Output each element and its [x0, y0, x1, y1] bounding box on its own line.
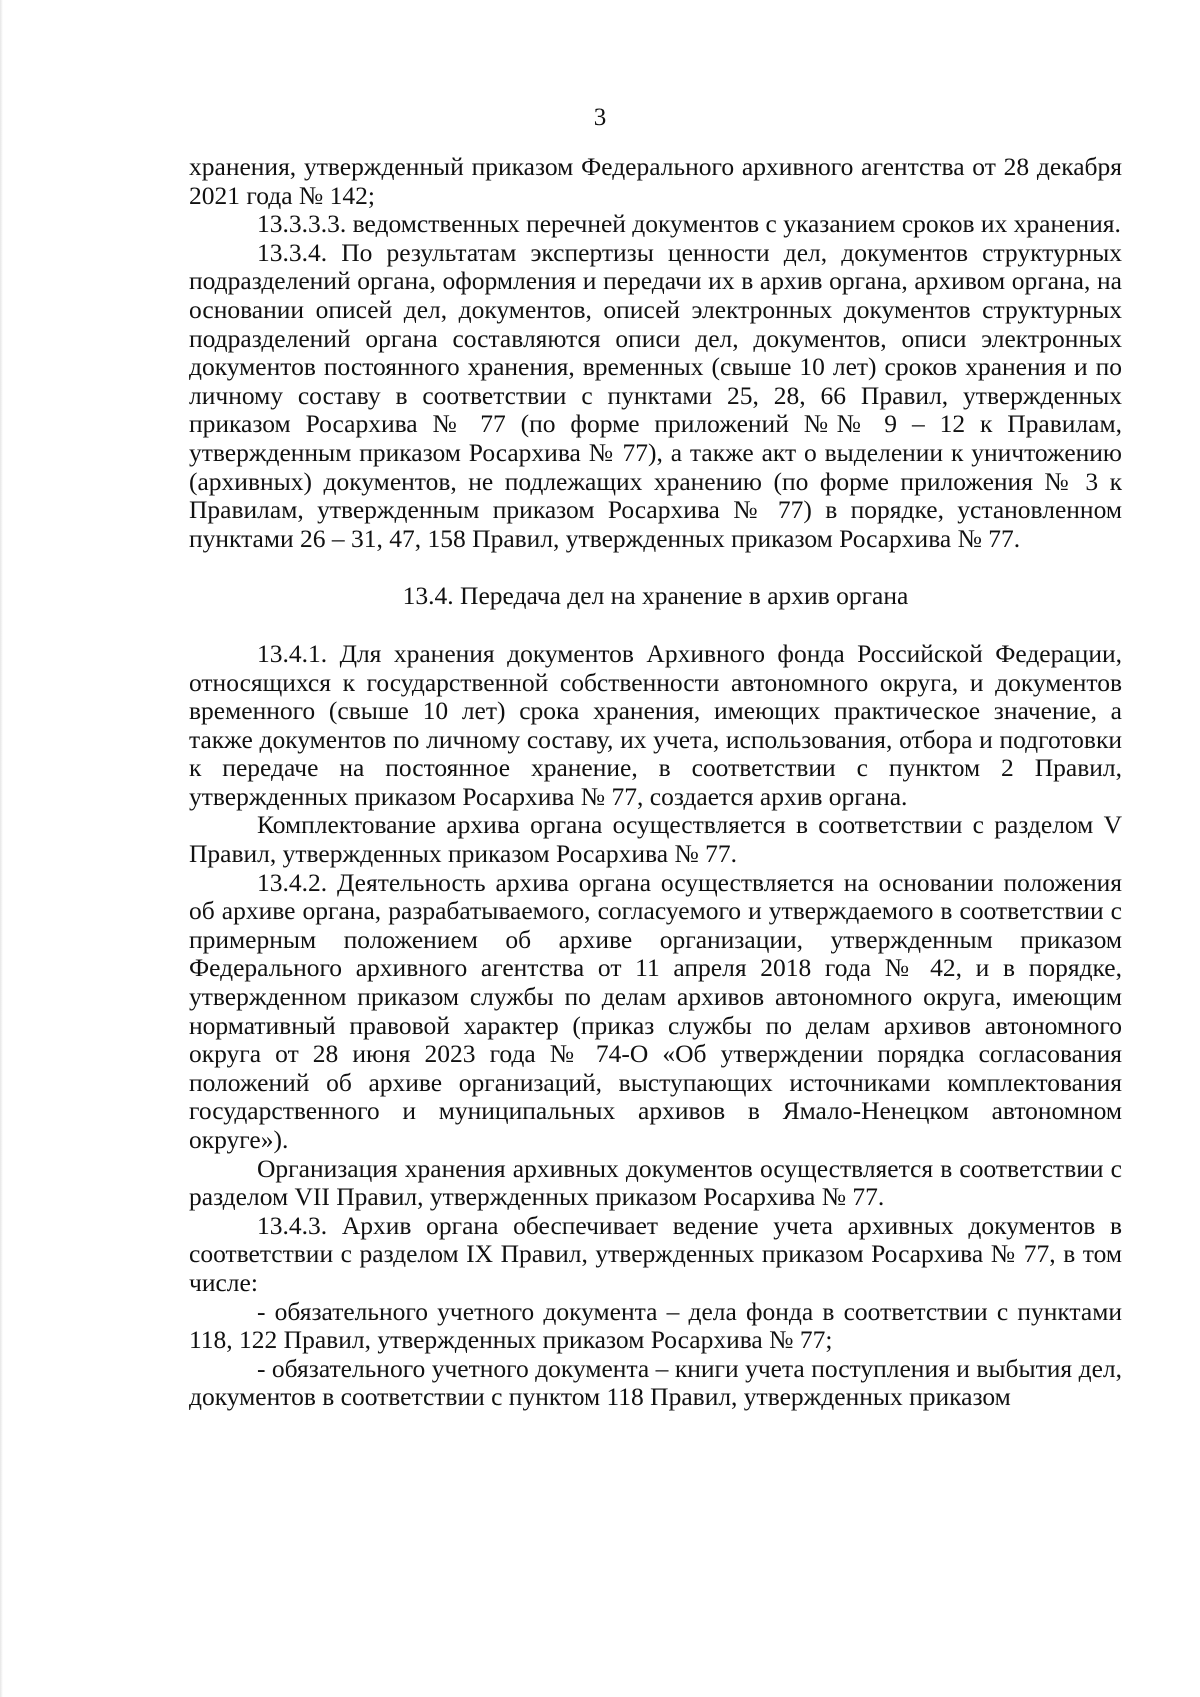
list-item-fund-file: - обязательного учетного документа – дела фонда в соответствии с пунктами 118, 122 Правил, утвержденных приказом Росархива № 77;	[189, 1296, 1122, 1355]
paragraph-13-3-3-3: 13.3.3.3. ведомственных перечней документов с указанием сроков их хранения.	[257, 209, 1121, 239]
document-body	[189, 153, 1122, 1412]
paragraph-13-4-3: 13.4.3. Архив органа обеспечивает ведение учета архивных документов в соответствии с разделом IX Правил, утвержденных приказом Росархива № 77, в том числе:	[189, 1210, 1122, 1297]
paragraph-13-4-2: 13.4.2. Деятельность архива органа осуществляется на основании положения об архиве органа, разрабатываемого, согласуемого и утверждаемого в соответствии с примерным положением об архиве организации, утвержденным приказом Федерального архивного агентства от 11 апреля 2018 года № 42, и в порядке, утвержденном приказом службы по делам архивов автономного округа, имеющим нормативный правовой характер (приказ службы по делам архивов автономного округа от 28 июня 2023 года № 74-О «Об утверждении порядка согласования положений об архиве организаций, выступающих источниками комплектования государственного и муниципальных архивов в Ямало-Ненецком автономном округе»).	[189, 867, 1122, 1154]
paragraph-13-3-4: 13.3.4. По результатам экспертизы ценности дел, документов структурных подразделений органа, оформления и передачи их в архив органа, архивом органа, на основании описей дел, документов, описей электронных документов структурных подразделений органа составляются описи дел, документов, описи электронных документов постоянного хранения, временных (свыше 10 лет) сроков хранения и по личному составу в соответствии с пунктами 25, 28, 66 Правил, утвержденных приказом Росархива № 77 (по форме приложений №№ 9 – 12 к Правилам, утвержденным приказом Росархива № 77), а также акт о выделении к уничтожению (архивных) документов, не подлежащих хранению (по форме приложения № 3 к Правилам, утвержденным приказом Росархива № 77) в порядке, установленном пунктами 26 – 31, 47, 158 Правил, утвержденных приказом Росархива № 77.	[189, 237, 1122, 553]
paragraph-storage-organization: Организация хранения архивных документов осуществляется в соответствии с разделом VII Правил, утвержденных приказом Росархива № 77.	[189, 1153, 1122, 1212]
scan-edge	[0, 0, 3, 1697]
paragraph-13-4-1: 13.4.1. Для хранения документов Архивного фонда Российской Федерации, относящихся к государственной собственности автономного округа, и документов временного (свыше 10 лет) срока хранения, имеющих практическое значение, а также документов по личному составу, их учета, использования, отбора и подготовки к передаче на постоянное хранение, в соответствии с пунктом 2 Правил, утвержденных приказом Росархива № 77, создается архив органа.	[189, 638, 1122, 811]
paragraph-continuation: хранения, утвержденный приказом Федерального архивного агентства от 28 декабря 2021 года № 142;	[189, 152, 1122, 210]
paragraph-archive-acquisition: Комплектование архива органа осуществляется в соответствии с разделом V Правил, утвержденных приказом Росархива № 77.	[189, 810, 1122, 869]
section-heading-13-4: 13.4. Передача дел на хранение в архив органа	[402, 581, 909, 611]
list-item-registry-book: - обязательного учетного документа – книги учета поступления и выбытия дел, документов в соответствии с пунктом 118 Правил, утвержденных приказом	[189, 1353, 1122, 1412]
page-number: 3	[593, 104, 607, 131]
